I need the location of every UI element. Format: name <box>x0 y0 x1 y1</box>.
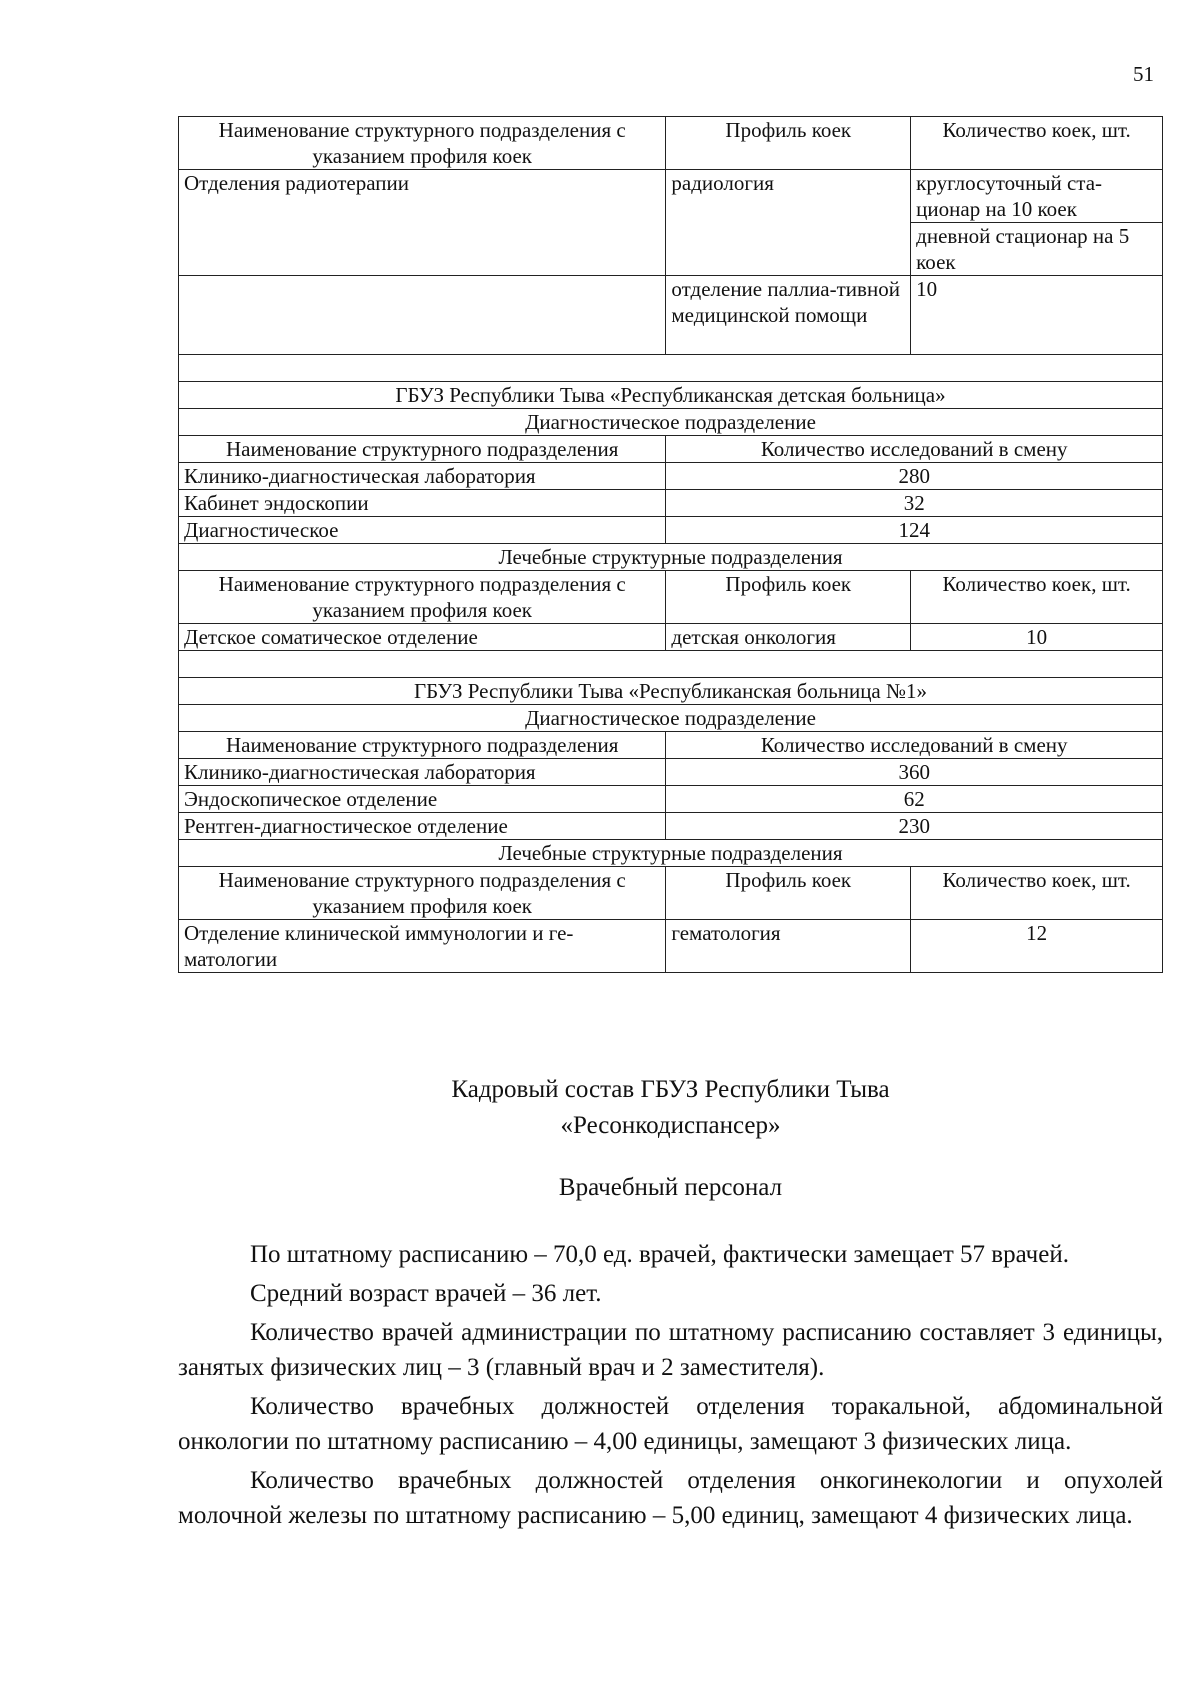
header-cell: Профиль коек <box>666 571 911 624</box>
paragraph: Количество врачебных должностей отделения торакальной, абдоминальной онкологии по штатному расписанию – 4,00 единицы, замещают 3 физических лица. <box>178 1393 1163 1455</box>
table-cell: 10 <box>911 276 1163 355</box>
paragraph: Количество врачебных должностей отделения онкогинекологии и опухолей молочной железы по штатному расписанию – 5,00 единиц, замещают 4 физических лица. <box>178 1467 1163 1529</box>
header-cell: Профиль коек <box>666 867 911 920</box>
table-row <box>179 759 1163 786</box>
section-title: Лечебные структурные подразделения <box>179 544 1163 571</box>
table-cell: 280 <box>666 463 1163 490</box>
table-cell: радиология <box>666 170 911 276</box>
table-row <box>179 490 1163 517</box>
table-cell: 124 <box>666 517 1163 544</box>
table-cell: 62 <box>666 786 1163 813</box>
bed-table <box>178 116 1163 973</box>
table-row <box>179 920 1163 973</box>
subtitle: Врачебный персонал <box>558 1174 783 1201</box>
section-title: Диагностическое подразделение <box>179 409 1163 436</box>
table-cell: Отделения радиотерапии <box>179 170 666 276</box>
table-cell: гематология <box>666 920 911 973</box>
section-title: Диагностическое подразделение <box>179 705 1163 732</box>
table-cell: круглосуточный ста-ционар на 10 коек <box>911 170 1163 223</box>
paragraph: Средний возраст врачей – 36 лет. <box>250 1280 602 1307</box>
header-cell: Профиль коек <box>666 117 911 170</box>
table-cell: 230 <box>666 813 1163 840</box>
header-cell: Количество исследований в смену <box>666 436 1163 463</box>
header-cell: Количество коек, шт. <box>911 571 1163 624</box>
header-cell: Наименование структурного подразделения с указанием профиля коек <box>179 117 666 170</box>
table-cell: Кабинет эндоскопии <box>179 490 666 517</box>
header-cell: Наименование структурного подразделения с указанием профиля коек <box>179 571 666 624</box>
paragraph: Количество врачей администрации по штатному расписанию составляет 3 единицы, занятых физических лиц – 3 (главный врач и 2 заместителя). <box>178 1319 1163 1381</box>
page-number: 51 <box>1133 62 1154 86</box>
table-row <box>179 276 1163 355</box>
table-cell <box>179 276 666 355</box>
org-title: ГБУЗ Республики Тыва «Республиканская детская больница» <box>179 382 1163 409</box>
header-cell: Количество коек, шт. <box>911 117 1163 170</box>
table-cell: Клинико-диагностическая лаборатория <box>179 463 666 490</box>
table-row <box>179 624 1163 651</box>
header-cell: Наименование структурного подразделения <box>179 436 666 463</box>
section-title: Лечебные структурные подразделения <box>179 840 1163 867</box>
table-row <box>179 463 1163 490</box>
header-cell: Наименование структурного подразделения <box>179 732 666 759</box>
table-cell: Диагностическое <box>179 517 666 544</box>
header-cell: Количество коек, шт. <box>911 867 1163 920</box>
table-cell: Клинико-диагностическая лаборатория <box>179 759 666 786</box>
body-text <box>178 1237 1163 1533</box>
table-row <box>179 170 1163 223</box>
paragraph: По штатному расписанию – 70,0 ед. врачей, фактически замещает 57 врачей. <box>250 1241 1069 1268</box>
table-cell: отделение паллиа-тивной медицинской помощи <box>666 276 911 355</box>
table-cell: 12 <box>911 920 1163 973</box>
table-cell: 360 <box>666 759 1163 786</box>
table-cell: детская онкология <box>666 624 911 651</box>
table-row <box>179 517 1163 544</box>
table-row <box>179 813 1163 840</box>
table-cell: дневной стационар на 5 коек <box>911 223 1163 276</box>
org-title: ГБУЗ Республики Тыва «Республиканская больница №1» <box>179 678 1163 705</box>
table-row <box>179 786 1163 813</box>
staff-title <box>178 1072 1163 1144</box>
table-cell: Эндоскопическое отделение <box>179 786 666 813</box>
header-cell: Наименование структурного подразделения с указанием профиля коек <box>179 867 666 920</box>
header-cell: Количество исследований в смену <box>666 732 1163 759</box>
table-header-row <box>179 117 1163 170</box>
table-cell: Детское соматическое отделение <box>179 624 666 651</box>
table-cell: Рентген-диагностическое отделение <box>179 813 666 840</box>
table-cell: Отделение клинической иммунологии и ге-матологии <box>179 920 666 973</box>
table-cell: 32 <box>666 490 1163 517</box>
table-cell: 10 <box>911 624 1163 651</box>
staff-title-line: Кадровый состав ГБУЗ Республики Тыва <box>451 1076 890 1103</box>
staff-title-line: «Ресонкодиспансер» <box>560 1112 781 1139</box>
